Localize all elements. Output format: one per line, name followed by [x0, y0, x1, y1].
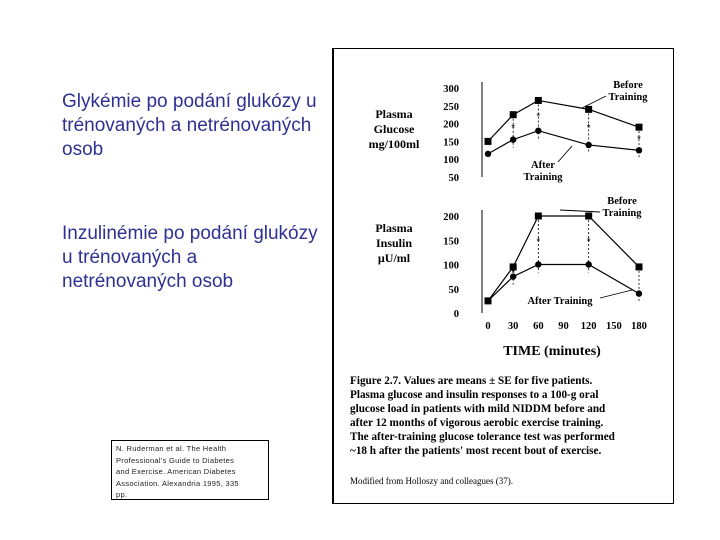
glucose-title-line: Glucose — [373, 122, 415, 136]
insulin-after-point — [535, 261, 541, 267]
glucose-after-line — [488, 131, 639, 154]
insulin-after-pointer — [600, 290, 632, 298]
citation-box — [111, 440, 269, 500]
x-tick-label: 30 — [507, 321, 519, 332]
insulin-after-point — [485, 298, 491, 304]
insulin-chart — [443, 196, 642, 320]
glucose-y-tick-label: 100 — [443, 155, 459, 167]
glucose-significance-mark: * — [511, 123, 516, 135]
insulin-y-tick-label: 200 — [443, 212, 459, 223]
glucose-after-point — [585, 142, 591, 148]
glucose-before-line — [488, 100, 639, 141]
glucose-before-point — [510, 111, 517, 118]
glucose-significance-mark: * — [536, 111, 541, 123]
glucose-before-point — [535, 97, 542, 104]
citation-line: Association. Alexandria 1995, 335 — [116, 478, 239, 488]
glucose-title-line: Plasma — [375, 107, 413, 121]
insulin-significance-mark: * — [511, 267, 516, 279]
glucose-before-point — [485, 138, 492, 145]
figure-caption-line: Figure 2.7. Values are means ± SE for five patients. — [350, 375, 593, 387]
insulin-title-line: Plasma — [375, 221, 413, 235]
glucose-before-point — [585, 106, 592, 113]
insulin-before-label: Before — [607, 196, 637, 207]
insulin-before-point — [636, 263, 643, 270]
glucose-y-tick-label: 250 — [443, 101, 459, 113]
glucose-y-tick-label: 300 — [443, 84, 459, 95]
glucose-before-label: Training — [608, 92, 648, 103]
insulin-title-line: µU/ml — [377, 251, 411, 265]
glucose-after-point — [535, 128, 541, 134]
glucose-before-pointer — [582, 96, 606, 108]
insulin-y-tick-label: 50 — [448, 284, 459, 296]
glucose-after-pointer — [558, 146, 572, 162]
glucose-caption: Glykémie po podání glukózy u trénovaných a netrénovaných osob — [62, 91, 317, 160]
glucose-y-tick-label: 50 — [448, 173, 459, 184]
figure-caption-line: Plasma glucose and insulin responses to a 100-g oral — [350, 389, 599, 401]
figure-svg — [332, 48, 674, 504]
x-tick-label: 180 — [631, 321, 647, 332]
insulin-significance-mark: * — [536, 236, 541, 248]
glucose-before-point — [636, 124, 643, 131]
insulin-after-point — [585, 261, 591, 267]
insulin-caption: Inzulinémie po podání glukózy u trénovaných a netrénovaných osob — [62, 223, 318, 292]
x-tick-label: 90 — [558, 321, 569, 332]
glucose-chart — [443, 80, 648, 184]
figure-caption-line: after 12 months of vigorous aerobic exercise training. — [350, 417, 604, 429]
glucose-after-point — [636, 147, 642, 153]
glucose-significance-mark: * — [586, 123, 591, 135]
glucose-after-point — [485, 151, 491, 157]
insulin-y-tick-label: 150 — [443, 236, 459, 248]
x-tick-label: 0 — [485, 321, 491, 332]
insulin-y-tick-label: 100 — [443, 260, 459, 272]
figure-caption-line: ~18 h after the patients' most recent bout of exercise. — [350, 445, 602, 457]
x-axis-label: TIME (minutes) — [503, 344, 601, 359]
insulin-y-tick-label: 0 — [453, 309, 459, 320]
figure-credit: Modified from Holloszy and colleagues (37). — [350, 476, 513, 486]
figure-caption-line: The after-training glucose tolerance test was performed — [350, 431, 615, 443]
insulin-before-point — [585, 213, 592, 220]
glucose-title-line: mg/100ml — [368, 137, 420, 151]
glucose-significance-mark: * — [637, 134, 641, 146]
insulin-before-pointer — [560, 210, 600, 212]
glucose-y-tick-label: 150 — [443, 137, 459, 149]
glucose-y-tick-label: 200 — [443, 119, 459, 131]
citation-line: and Exercise. American Diabetes — [116, 467, 236, 476]
glucose-after-label: Training — [523, 172, 563, 183]
citation-line: Professional's Guide to Diabetes — [116, 455, 235, 465]
glucose-after-point — [510, 136, 516, 142]
insulin-before-point — [535, 213, 542, 220]
insulin-after-label: After Training — [527, 296, 593, 307]
figure-caption-line: glucose load in patients with mild NIDDM before and — [350, 403, 606, 415]
insulin-significance-mark: * — [586, 236, 591, 248]
x-tick-label: 120 — [580, 321, 597, 332]
insulin-after-point — [636, 290, 642, 296]
insulin-title-line: Insulin — [375, 236, 413, 250]
glucose-before-label: Before — [613, 80, 643, 91]
x-tick-label: 150 — [605, 321, 622, 332]
insulin-before-line — [488, 216, 639, 301]
x-tick-label: 60 — [533, 321, 544, 332]
citation-line: N. Ruderman et al. The Health — [116, 444, 227, 453]
glucose-after-label: After — [531, 160, 555, 171]
x-axis — [485, 321, 647, 332]
insulin-before-label: Training — [602, 208, 642, 219]
citation-line: pp. — [116, 490, 128, 499]
